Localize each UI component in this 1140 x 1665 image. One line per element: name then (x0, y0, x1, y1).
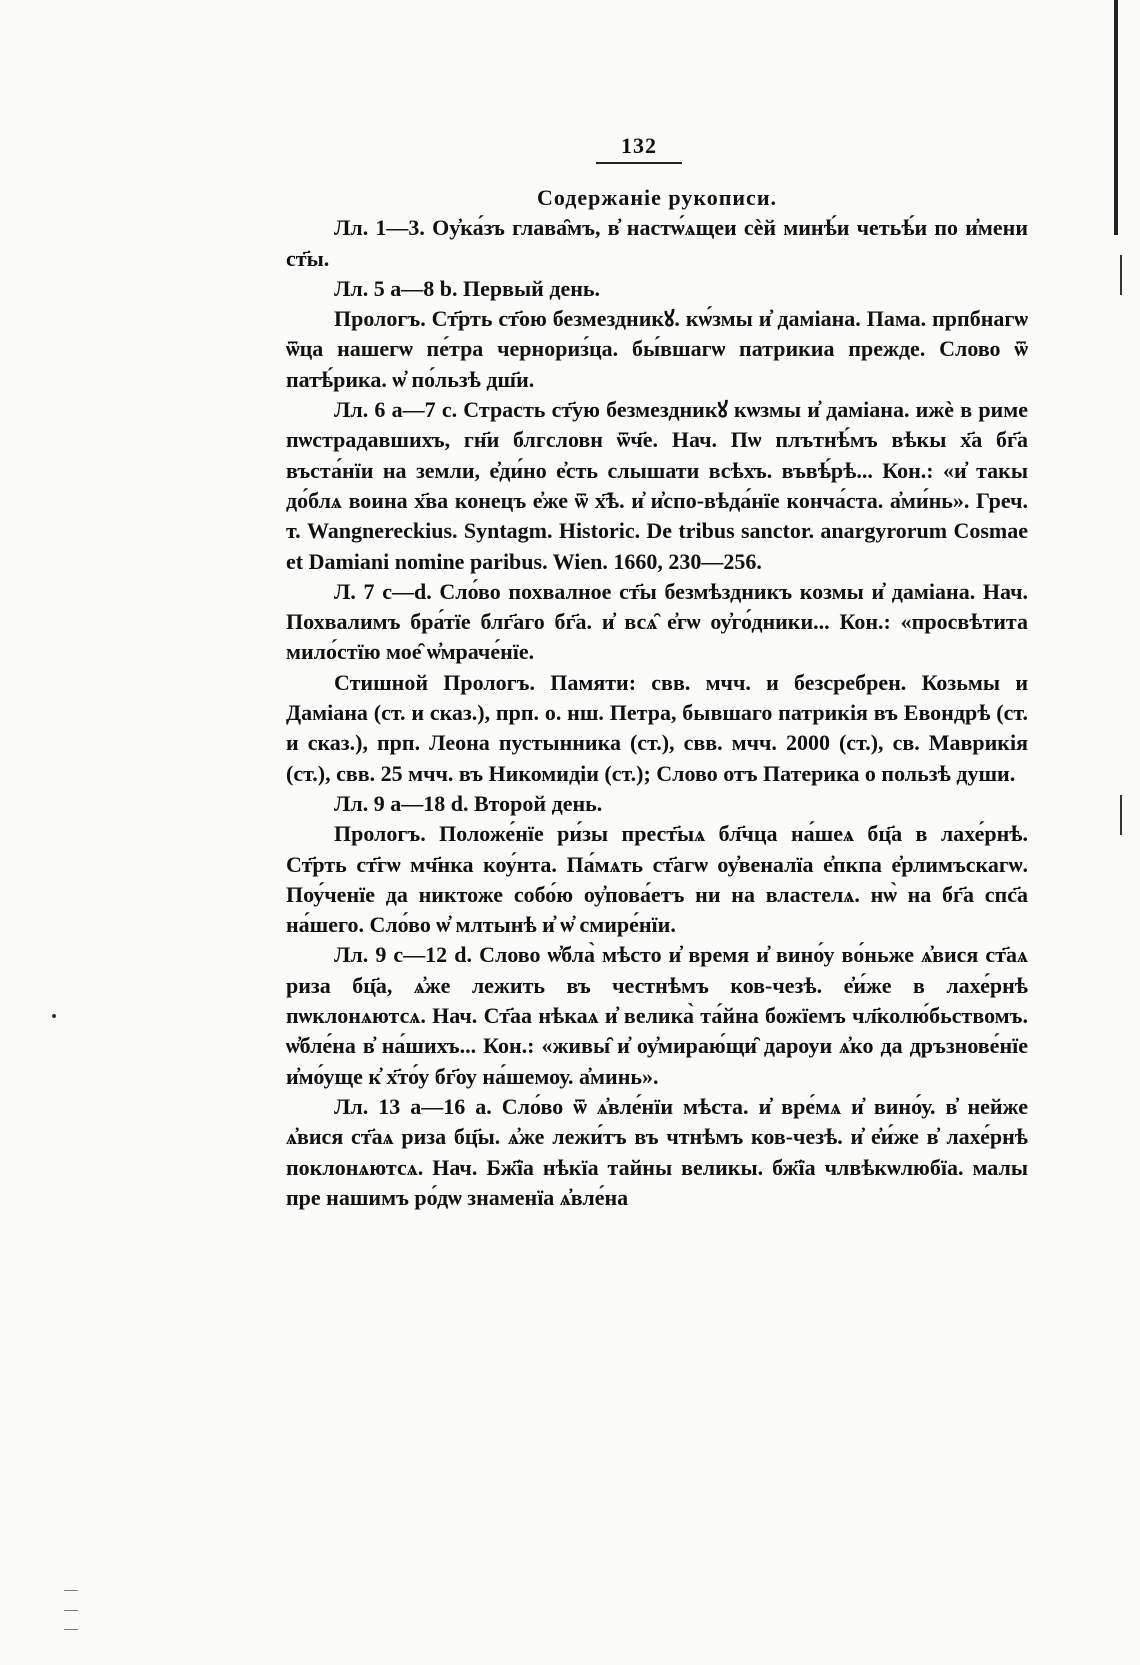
entry-paragraph: Прологъ. Ст҃рть ст҃ою безмездникꙋ. кѡ́змы и҆ даміана. Пама. прпбнагѡ ѿца нашегѡ пе́тра чернориз́ца. бы́вшагѡ патрикиа прежде. Слово ѿ патѣ́рика. ѡ҆ по́льзѣ дш҃и. (286, 306, 1028, 392)
corner-marks (64, 1590, 78, 1630)
page-number-rule (596, 162, 682, 164)
margin-dot (52, 1014, 56, 1018)
margin-mark (1120, 795, 1122, 835)
entry-paragraph: Лл. 13 a—16 a. Сло́во ѿ ѧ҆вле́нїи мѣста. и҆ вре́мѧ и҆ вино́у. в҆ нейже ѧ҆вися ст҃аѧ риза бц҃ы. ѧ҆же лежи́тъ въ чтнѣмъ ков-чезѣ. и҆ е҆и́же в҆ лахе́рнѣ поклонѧютсѧ. Нач. Бж҃їа нѣкїа тайны великы. бж҃їа члвѣкѡлюбїа. малы пре нашимъ ро́дѡ знаменїа ѧ҆вле́на (286, 1093, 1028, 1210)
entry-paragraph: Лл. 5 a—8 b. Первый день. (334, 275, 601, 301)
corner-mark (64, 1590, 78, 1591)
section-title: Содержаніе рукописи. (536, 185, 777, 210)
manuscript-contents (286, 183, 1028, 1213)
entry-paragraph: Стишной Прологъ. Памяти: свв. мчч. и безсребрен. Козьмы и Даміана (ст. и сказ.), прп. о. нш. Петра, бывшаго патрикія въ Евондрѣ (ст. и сказ.), прп. Леона пустынника (ст.), свв. мчч. 2000 (ст.), св. Маврикія (ст.), свв. 25 мчч. въ Никомидіи (ст.); Слово отъ Патерика о пользѣ души. (286, 669, 1028, 786)
entry-paragraph: Лл. 1—3. Оу҆ка́зъ глава̑мъ, в҆ настѡ́ѧщеи сѐй минѣ́и четьѣ́и по и҆мени ст҃ы. (286, 215, 1028, 271)
entry-paragraph: Прологъ. Положе́нїе ри́зы прест҃ыѧ бл҃чца на́шеѧ бц҃а в лахе́рнѣ. Ст҃рть ст҃гѡ мч҃нка коу́нта. Па́мѧть ст҃агѡ оу҆веналїа е҆пкпа е҆рлимъскагѡ. Поу́ченїе да никтоже собо́ю оу҆пова́етъ ни на властелѧ. нѡ̀ на бг҃а спс҃а на́шего. Сло́во ѡ҆ млтынѣ и҆ ѡ҆ смире́нїи. (286, 821, 1028, 938)
entry-paragraph: Лл. 9 a—18 d. Второй день. (334, 790, 603, 816)
margin-mark (1120, 255, 1122, 295)
corner-mark (64, 1629, 78, 1630)
entry-paragraph: Л. 7 c—d. Сло́во похвалное ст҃ы безмѣздникъ козмы и҆ даміана. Нач. Похвалимъ бра́тїе блг҃аго бг҃а. и҆ всѧ̑ е҆гѡ оу҆го́дники... Кон.: «просвѣтита мило́стїю мое̑ ѡ҆мраче́нїе. (286, 578, 1028, 665)
page-number: 132 (621, 133, 657, 158)
corner-mark (64, 1610, 78, 1611)
entry-paragraph: Лл. 9 c—12 d. Слово ѡ҆бла̀ мѣсто и҆ время и҆ вино́у во́ньже ѧ҆вися ст҃аѧ риза бц҃а, ѧ҆же лежить въ честнѣмъ ков-чезѣ. е҆и́же в лахе́рнѣ пѡклонѧютсѧ. Нач. Ст҃аа нѣкаѧ и҆ велика̀ та́йна божїемъ чл҃колю́бьствомъ. ѡ҆бле́на в҆ на́шихъ... Кон.: «живы̑ и҆ оу҆мираю́щи̑ дароуи ѧ҆ко да дръзнове́нїе и҆мо́уще к҆ х҃то́у бг҃оу на́шемоу. а҆минь». (286, 942, 1028, 1089)
page-edge-shadow (1114, 0, 1118, 235)
entry-paragraph: Лл. 6 a—7 c. Страсть ст҃ую безмездникꙋ кѡзмы и҆ даміана. ижѐ в риме пѡстрадавшихъ, гн҃и блгсловн ѿч҃е. Нач. Пѡ плътнѣ́мъ вѣкы х҃а бг҃а въста́нїи на земли, е҆ди́но е҆сть слышати всѣхъ. въвѣ́рѣ... Кон.: «и҆ такы до́блѧ воина х҃ва конецъ е҆же ѿ х҃ѣ. и҆ и҆спо-вѣда́нїе конча́ста. а҆ми́нь». Греч. т. Wangnereckius. Syntagm. Historic. De tribus sanctor. anargyrorum Cosmae et Damiani nomine paribus. Wien. 1660, 230—256. (286, 397, 1028, 574)
